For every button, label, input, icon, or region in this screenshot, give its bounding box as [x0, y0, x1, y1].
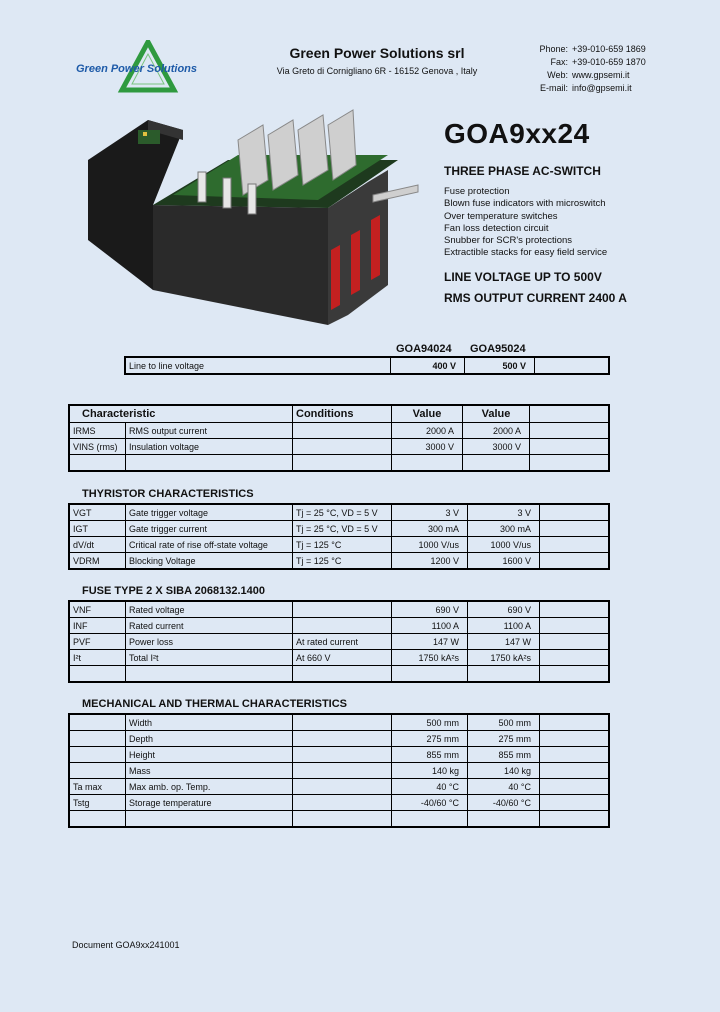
- current-rating: RMS OUTPUT CURRENT 2400 A: [444, 291, 627, 305]
- header-value-a: Value: [392, 405, 463, 423]
- contact-block: [520, 43, 668, 95]
- table-row: PVF Power loss At rated current 147 W 147 W: [69, 634, 609, 650]
- company-header: [262, 45, 492, 76]
- table-header-row: [69, 405, 609, 423]
- feature-item: Fan loss detection circuit: [444, 222, 549, 234]
- feature-item: Extractible stacks for easy field service: [444, 247, 608, 259]
- feature-item: Blown fuse indicators with microswitch: [444, 198, 606, 210]
- header-characteristic: Characteristic: [69, 405, 293, 423]
- table-row: VDRM Blocking Voltage Tj = 125 °C 1200 V 1600 V: [69, 553, 609, 570]
- document-footer: Document GOA9xx241001: [72, 940, 180, 950]
- product-photo: [88, 100, 428, 340]
- contact-web[interactable]: Web: www.gpsemi.it: [547, 70, 630, 80]
- feature-item: Fuse protection: [444, 186, 510, 197]
- company-address: Via Greto di Cornigliano 6R - 16152 Genova , Italy: [276, 66, 478, 76]
- logo-text: Green Power Solutions: [76, 63, 198, 75]
- table-row: IGT Gate trigger current Tj = 25 °C, VD = 5 V 300 mA 300 mA: [69, 521, 609, 537]
- table-row: I²t Total I²t At 660 V 1750 kA²s 1750 kA²s: [69, 650, 609, 666]
- model-b-header: GOA95024: [470, 343, 526, 355]
- table-row: [125, 357, 609, 374]
- thyristor-table: [68, 503, 610, 570]
- thyristor-title: THYRISTOR CHARACTERISTICS: [82, 488, 254, 500]
- line-voltage-label: Line to line voltage: [125, 357, 391, 374]
- table-row: Mass 140 kg 140 kg: [69, 763, 609, 779]
- table-row: dV/dt Critical rate of rise off-state voltage Tj = 125 °C 1000 V/us 1000 V/us: [69, 537, 609, 553]
- model-a-header: GOA94024: [396, 343, 452, 355]
- voltage-rating: LINE VOLTAGE UP TO 500V: [444, 270, 602, 284]
- product-subtitle: THREE PHASE AC-SWITCH: [444, 164, 601, 178]
- table-row: VNF Rated voltage 690 V 690 V: [69, 601, 609, 618]
- feature-item: Snubber for SCR's protections: [444, 235, 573, 247]
- line-voltage-b: 500 V: [465, 357, 535, 374]
- table-row: IRMS RMS output current 2000 A 2000 A: [69, 423, 609, 439]
- table-row: VGT Gate trigger voltage Tj = 25 °C, VD = 5 V 3 V 3 V: [69, 504, 609, 521]
- characteristics-table: [68, 404, 610, 472]
- header-value-b: Value: [463, 405, 530, 423]
- table-row: [69, 666, 609, 683]
- contact-fax: Fax: +39-010-659 1870: [550, 57, 646, 67]
- table-row: [69, 455, 609, 472]
- contact-phone: Phone: +39-010-659 1869: [539, 44, 646, 54]
- line-voltage-a: 400 V: [391, 357, 465, 374]
- table-row: Ta max Max amb. op. Temp. 40 °C 40 °C: [69, 779, 609, 795]
- product-code: GOA9xx24: [444, 118, 590, 149]
- feature-item: Over temperature switches: [444, 210, 558, 222]
- company-name: Green Power Solutions srl: [289, 45, 465, 61]
- feature-list: [444, 186, 607, 260]
- mechanical-table: [68, 713, 610, 828]
- fuse-title: FUSE TYPE 2 X SIBA 2068132.1400: [82, 585, 266, 597]
- table-row: INF Rated current 1100 A 1100 A: [69, 618, 609, 634]
- mechanical-title: MECHANICAL AND THERMAL CHARACTERISTICS: [82, 698, 348, 710]
- contact-email[interactable]: E-mail: info@gpsemi.it: [539, 83, 632, 93]
- fuse-table: [68, 600, 610, 683]
- line-voltage-table: [124, 356, 610, 375]
- table-row: [69, 811, 609, 828]
- table-row: VINS (rms) Insulation voltage 3000 V 3000 V: [69, 439, 609, 455]
- header-conditions: Conditions: [293, 405, 392, 423]
- table-row: Depth 275 mm 275 mm: [69, 731, 609, 747]
- table-row: Tstg Storage temperature -40/60 °C -40/60 °C: [69, 795, 609, 811]
- table-row: Width 500 mm 500 mm: [69, 714, 609, 731]
- table-row: Height 855 mm 855 mm: [69, 747, 609, 763]
